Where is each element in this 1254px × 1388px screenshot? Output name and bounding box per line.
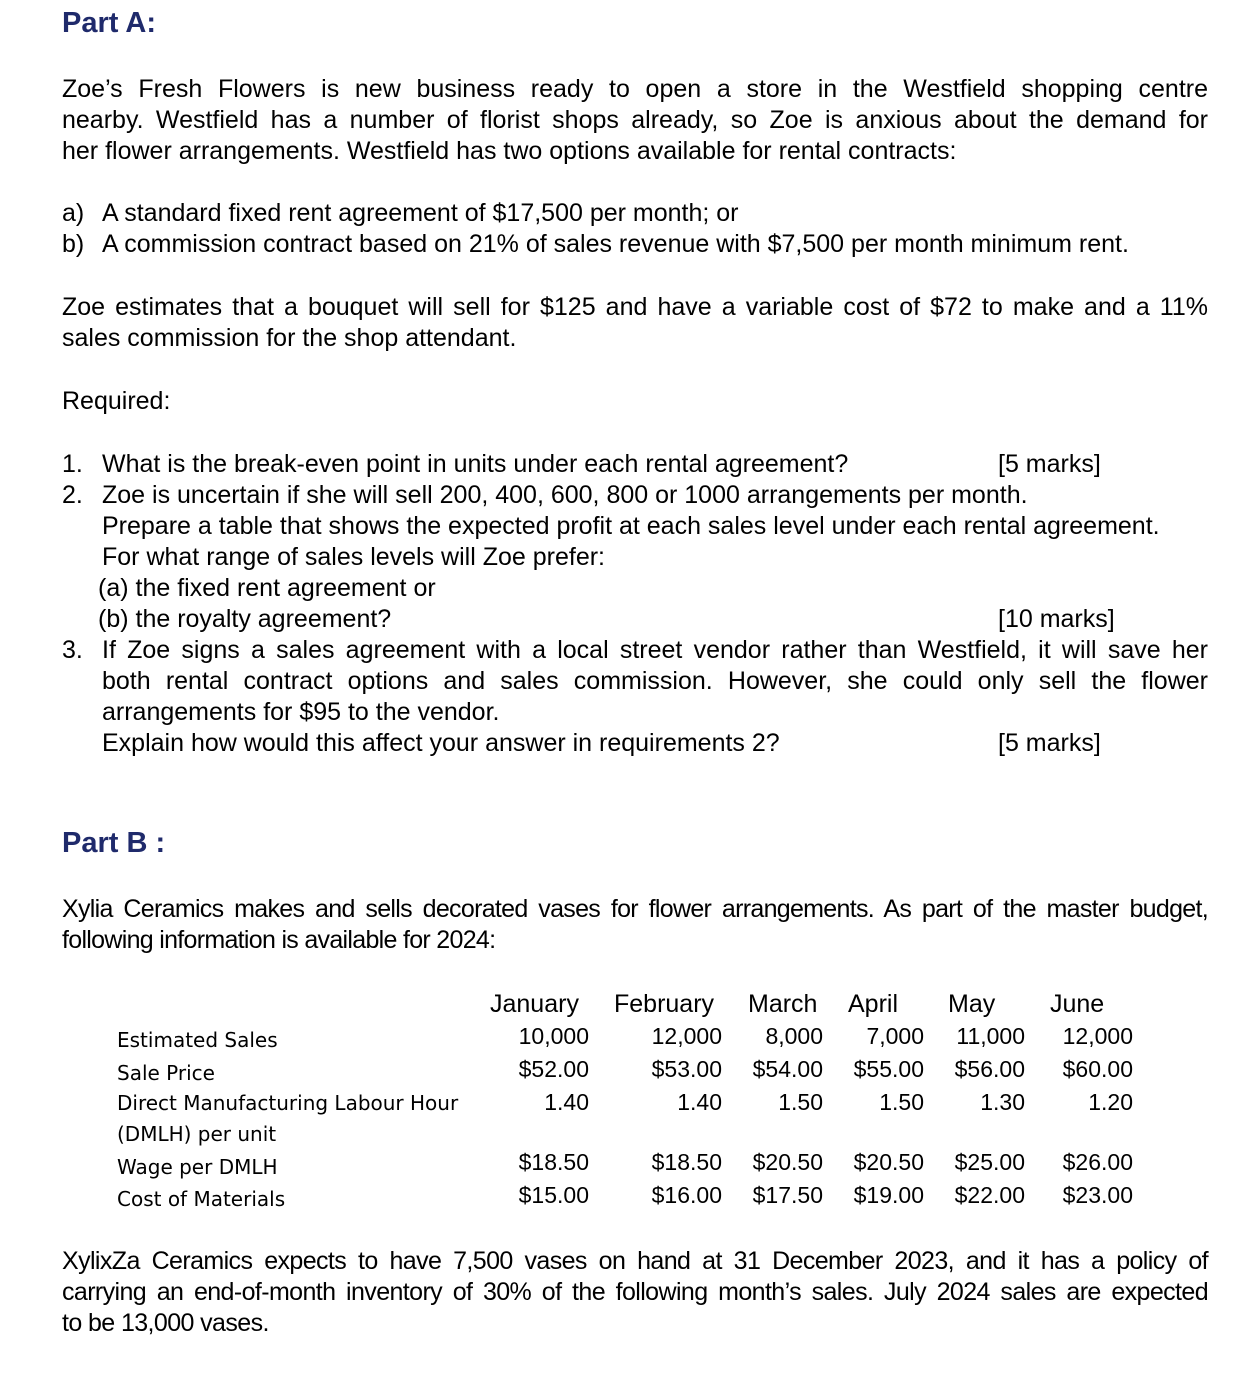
- month-header: January: [490, 990, 579, 1018]
- part-b-closing: [62, 1246, 1208, 1339]
- question-number: 2.: [62, 481, 83, 509]
- month-header: March: [748, 990, 818, 1018]
- table-cell: $52.00: [518, 1056, 589, 1082]
- intro-line: nearby. Westfield has a number of florist shops already, so Zoe is anxious about the demand for: [62, 106, 1208, 134]
- part-a-intro: [62, 74, 1208, 167]
- table-cell: $15.00: [518, 1182, 589, 1208]
- table-cell: 1.40: [677, 1089, 722, 1115]
- question-text: (a) the fixed rent agreement or: [98, 574, 436, 602]
- question-2-line: [62, 604, 1212, 635]
- question-text: (b) the royalty agreement?: [98, 605, 392, 633]
- table-cell: $54.00: [752, 1056, 823, 1082]
- table-cell: 7,000: [866, 1023, 924, 1049]
- table-cell: 10,000: [518, 1023, 589, 1049]
- month-header: April: [848, 990, 899, 1018]
- question-number: 1.: [62, 450, 83, 478]
- row-label: Wage per DMLH: [117, 1155, 278, 1179]
- question-text: Explain how would this affect your answer in requirements 2?: [102, 729, 780, 757]
- table-cell: $55.00: [853, 1056, 924, 1082]
- question-text: What is the break-even point in units under each rental agreement?: [102, 450, 849, 478]
- table-cell: $22.00: [954, 1182, 1025, 1208]
- table-cell: $17.50: [752, 1182, 823, 1208]
- marks-label: [10 marks]: [998, 605, 1115, 633]
- table-cell: 1.50: [778, 1089, 823, 1115]
- closing-line: XylixZa Ceramics expects to have 7,500 vases on hand at 31 December 2023, and it has a policy of: [62, 1247, 1208, 1275]
- table-cell: 1.40: [544, 1089, 589, 1115]
- table-cell: 1.50: [879, 1089, 924, 1115]
- table-cell: $53.00: [651, 1056, 722, 1082]
- question-text: Zoe is uncertain if she will sell 200, 400, 600, 800 or 1000 arrangements per month.: [102, 481, 1028, 509]
- table-cell: $23.00: [1062, 1182, 1133, 1208]
- option-b: [62, 229, 1222, 260]
- row-label-continued: (DMLH) per unit: [117, 1122, 277, 1146]
- question-3-line: [62, 697, 1212, 728]
- table-cell: 1.20: [1088, 1089, 1133, 1115]
- table-cell: 11,000: [956, 1023, 1025, 1049]
- option-text: A standard fixed rent agreement of $17,500 per month; or: [102, 199, 739, 227]
- question-text: arrangements for $95 to the vendor.: [102, 698, 500, 726]
- table-cell: $18.50: [518, 1149, 589, 1175]
- month-header: June: [1050, 990, 1105, 1018]
- question-text: both rental contract options and sales commission. However, she could only sell the flower: [102, 667, 1208, 695]
- table-cell: $25.00: [954, 1149, 1025, 1175]
- intro-line: her flower arrangements. Westfield has two options available for rental contracts:: [62, 137, 957, 165]
- table-cell: $56.00: [954, 1056, 1025, 1082]
- marks-label: [5 marks]: [998, 450, 1101, 478]
- question-2-line: [62, 542, 1212, 573]
- table-cell: $19.00: [853, 1182, 924, 1208]
- question-2-line: [62, 573, 1212, 604]
- month-header: February: [614, 990, 715, 1018]
- estimate-paragraph: [62, 292, 1208, 354]
- option-a: [62, 198, 1222, 229]
- question-text: For what range of sales levels will Zoe prefer:: [102, 543, 605, 571]
- row-label: Sale Price: [117, 1061, 215, 1085]
- option-marker: b): [62, 230, 85, 258]
- option-text: A commission contract based on 21% of sales revenue with $7,500 per month minimum rent.: [102, 230, 1129, 258]
- option-marker: a): [62, 199, 85, 227]
- table-cell: 12,000: [1062, 1023, 1133, 1049]
- table-cell: $16.00: [651, 1182, 722, 1208]
- table-cell: $18.50: [651, 1149, 722, 1175]
- requirements-list: [62, 449, 1212, 759]
- intro-line: Xylia Ceramics makes and sells decorated vases for flower arrangements. As part of the master budget,: [62, 895, 1208, 923]
- question-2-line: [62, 511, 1212, 542]
- question-text: If Zoe signs a sales agreement with a local street vendor rather than Westfield, it will save her: [102, 636, 1208, 664]
- question-3-line: [62, 728, 1212, 759]
- intro-line: Zoe’s Fresh Flowers is new business ready to open a store in the Westfield shopping centre: [62, 75, 1208, 103]
- month-header: May: [948, 990, 996, 1018]
- row-label: Cost of Materials: [117, 1187, 286, 1211]
- table-cell: $26.00: [1062, 1149, 1133, 1175]
- estimate-line: Zoe estimates that a bouquet will sell for $125 and have a variable cost of $72 to make and a 11%: [62, 293, 1208, 321]
- closing-line: carrying an end-of-month inventory of 30% of the following month’s sales. July 2024 sales are expected: [62, 1278, 1208, 1306]
- question-2: [62, 480, 1212, 511]
- row-label: Direct Manufacturing Labour Hour: [117, 1091, 459, 1115]
- estimate-line: sales commission for the shop attendant.: [62, 324, 517, 352]
- question-number: 3.: [62, 636, 83, 664]
- table-cell: $20.50: [853, 1149, 924, 1175]
- part-b-heading: Part B :: [62, 827, 166, 859]
- table-cell: 8,000: [765, 1023, 823, 1049]
- part-b-intro: [62, 894, 1208, 956]
- table-cell: $60.00: [1062, 1056, 1133, 1082]
- table-cell: $20.50: [752, 1149, 823, 1175]
- intro-line: following information is available for 2024:: [62, 926, 496, 954]
- question-3-line: [62, 666, 1212, 697]
- table-cell: 1.30: [980, 1089, 1025, 1115]
- marks-label: [5 marks]: [998, 729, 1101, 757]
- table-cell: 12,000: [651, 1023, 722, 1049]
- rental-options-list: [62, 198, 1222, 260]
- row-label: Estimated Sales: [117, 1028, 278, 1052]
- question-1: [62, 449, 1212, 480]
- question-text: Prepare a table that shows the expected profit at each sales level under each rental agreement.: [102, 512, 1160, 540]
- part-a-heading: Part A:: [62, 7, 156, 39]
- question-3: [62, 635, 1212, 666]
- closing-line: to be 13,000 vases.: [62, 1309, 269, 1337]
- required-label: Required:: [62, 387, 171, 415]
